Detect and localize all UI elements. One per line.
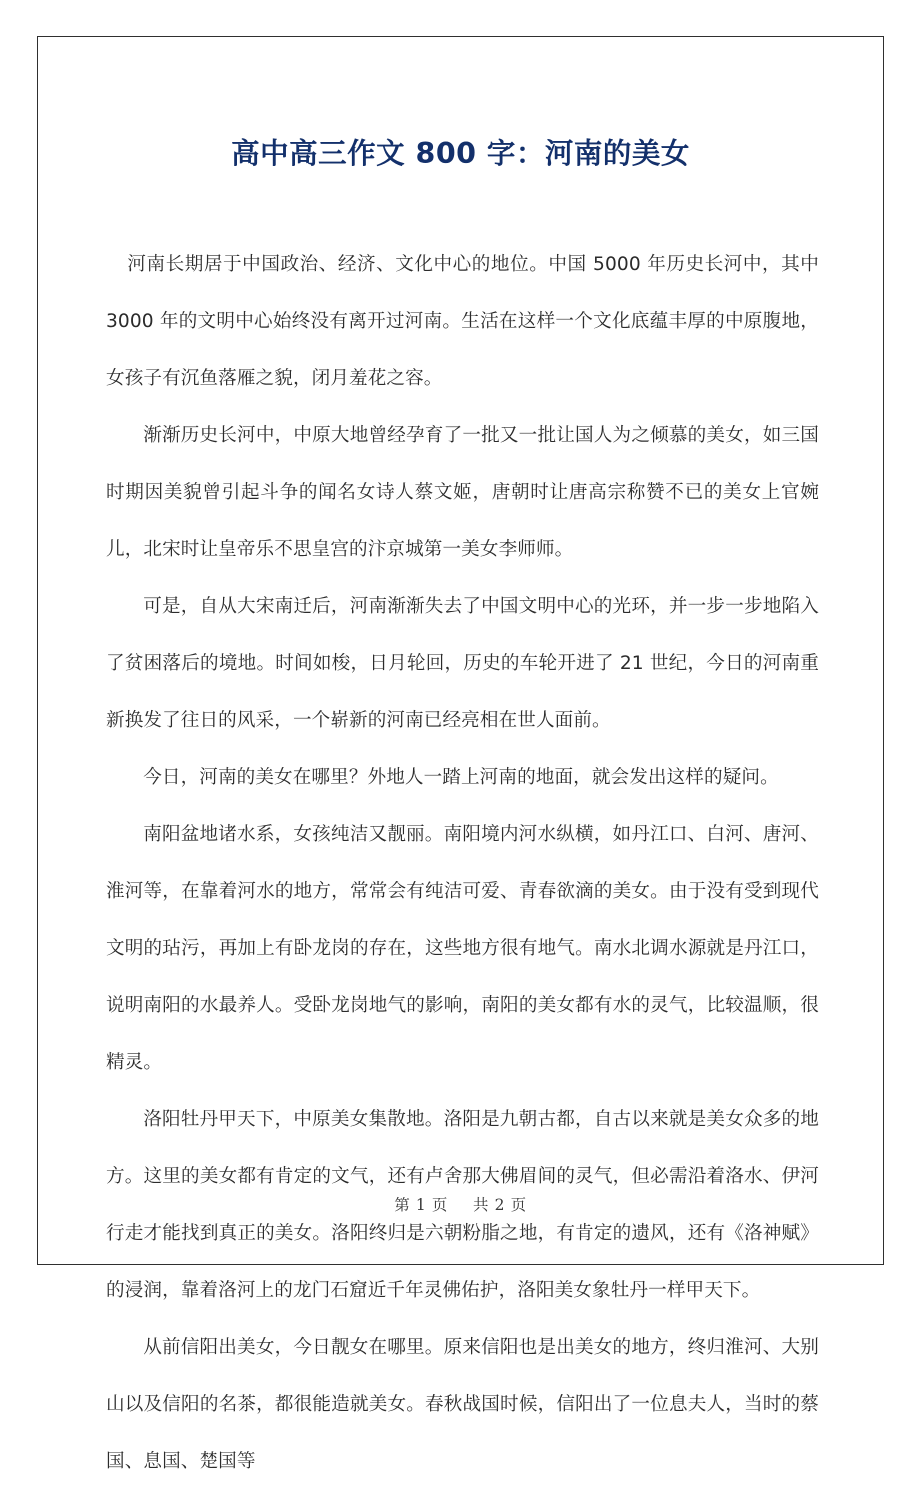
footer-current-page: 第 1 页 (394, 1196, 448, 1214)
paragraph-4: 今日，河南的美女在哪里？外地人一踏上河南的地面，就会发出这样的疑问。 (143, 767, 779, 788)
footer-total-pages: 共 2 页 (473, 1196, 527, 1214)
page-footer (37, 1193, 884, 1215)
page-content (37, 36, 884, 1472)
paragraph-2: 渐渐历史长河中，中原大地曾经孕育了一批又一批让国人为之倾慕的美女，如三国时期因美貌曾引起斗争的闻名女诗人蔡文姬，唐朝时让唐高宗称赞不已的美女上官婉儿，北宋时让皇帝乐不思皇宫的汴京城第一美女李师师。 (106, 425, 819, 560)
paragraph-6: 洛阳牡丹甲天下，中原美女集散地。洛阳是九朝古都，自古以来就是美女众多的地方。这里的美女都有肯定的文气，还有卢舍那大佛眉间的灵气，但必需沿着洛水、伊河行走才能找到真正的美女。洛阳终归是六朝粉脂之地，有肯定的遗风，还有《洛神赋》的浸润，靠着洛河上的龙门石窟近千年灵佛佑护，洛阳美女象牡丹一样甲天下。 (106, 1109, 819, 1301)
paragraph-5: 南阳盆地诸水系，女孩纯洁又靓丽。南阳境内河水纵横，如丹江口、白河、唐河、淮河等，在靠着河水的地方，常常会有纯洁可爱、青春欲滴的美女。由于没有受到现代文明的玷污，再加上有卧龙岗的存在，这些地方很有地气。南水北调水源就是丹江口，说明南阳的水最养人。受卧龙岗地气的影响，南阳的美女都有水的灵气，比较温顺，很精灵。 (106, 824, 819, 1073)
paragraph-1: 河南长期居于中国政治、经济、文化中心的地位。中国 5000 年历史长河中，其中 3000 年的文明中心始终没有离开过河南。生活在这样一个文化底蕴丰厚的中原腹地，女孩子有沉鱼落雁之貌，闭月羞花之容。 (106, 254, 819, 389)
document-body (106, 236, 819, 1490)
paragraph-3: 可是，自从大宋南迁后，河南渐渐失去了中国文明中心的光环，并一步一步地陷入了贫困落后的境地。时间如梭，日月轮回，历史的车轮开进了 21 世纪，今日的河南重新换发了往日的风采，一个崭新的河南已经亮相在世人面前。 (106, 596, 819, 731)
paragraph-7: 从前信阳出美女，今日靓女在哪里。原来信阳也是出美女的地方，终归淮河、大别山以及信阳的名茶，都很能造就美女。春秋战国时候，信阳出了一位息夫人，当时的蔡国、息国、楚国等 (106, 1337, 819, 1472)
page-title: 高中高三作文 800 字：河南的美女 (231, 137, 690, 171)
